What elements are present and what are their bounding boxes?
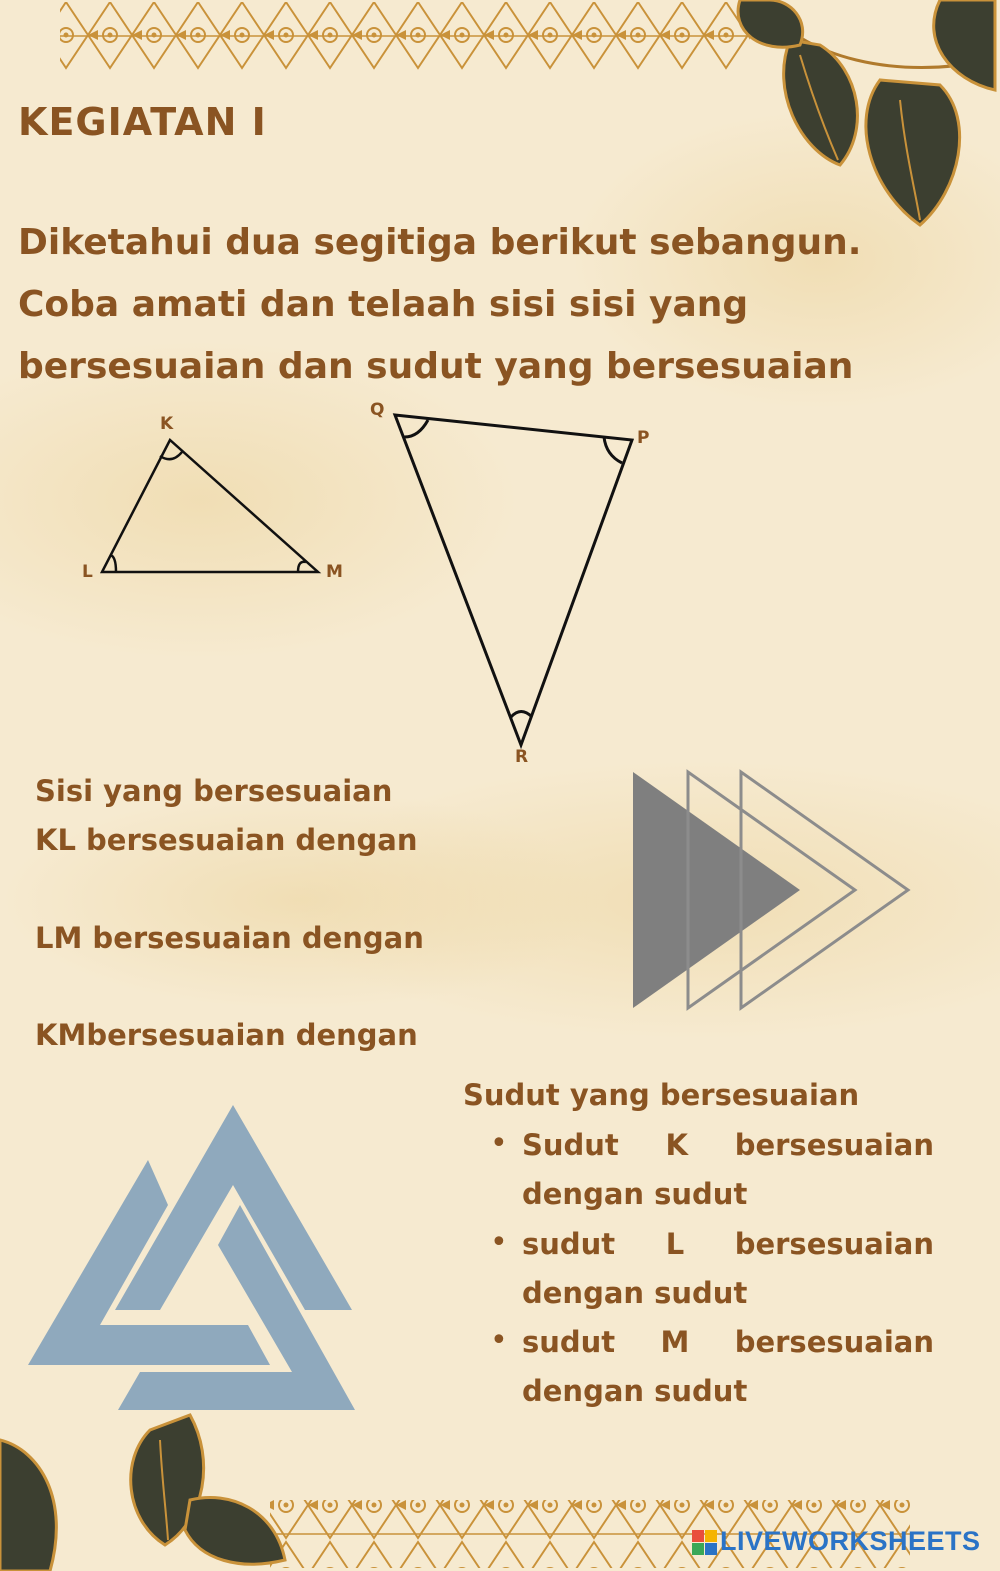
page-title: KEGIATAN I: [18, 100, 267, 144]
sudut-item-word: bersesuaian: [734, 1325, 934, 1359]
sisi-line-kl: KL bersesuaian dengan: [35, 823, 418, 857]
sudut-item-vertex: M: [660, 1325, 690, 1359]
vertex-label-k: K: [160, 414, 174, 434]
intro-line-2: Coba amati dan telaah sisi sisi yang: [18, 284, 749, 325]
sisi-line-lm: LM bersesuaian dengan: [35, 921, 424, 955]
intro-line-1: Diketahui dua segitiga berikut sebangun.: [18, 222, 862, 263]
vertex-label-q: Q: [370, 400, 385, 420]
liveworksheets-brand[interactable]: LIVEWORKSHEETS: [720, 1526, 981, 1556]
sudut-item-k: [522, 1128, 934, 1162]
bullet-dot: •: [490, 1225, 508, 1260]
sudut-item-word: sudut: [522, 1325, 616, 1359]
bullet-dot: •: [490, 1126, 508, 1161]
sudut-item-m: [522, 1325, 934, 1359]
sudut-item-vertex: K: [665, 1128, 688, 1162]
sudut-heading: Sudut yang bersesuaian: [463, 1078, 860, 1112]
vertex-label-p: P: [637, 428, 650, 448]
sudut-item-word: Sudut: [522, 1128, 619, 1162]
sudut-item-l: [522, 1227, 934, 1261]
sudut-item-word: sudut: [522, 1227, 616, 1261]
sisi-heading: Sisi yang bersesuaian: [35, 774, 393, 808]
vertex-label-l: L: [82, 562, 93, 582]
sudut-item-word: bersesuaian: [734, 1227, 934, 1261]
sudut-item-l-cont: dengan sudut: [522, 1276, 748, 1310]
sudut-item-vertex: L: [665, 1227, 685, 1261]
sisi-line-km: KMbersesuaian dengan: [35, 1018, 418, 1052]
liveworksheets-logo-icon: [692, 1530, 718, 1556]
vertex-label-r: R: [515, 747, 529, 767]
sudut-item-m-cont: dengan sudut: [522, 1374, 748, 1408]
vertex-label-m: M: [326, 562, 343, 582]
sudut-item-word: bersesuaian: [734, 1128, 934, 1162]
bullet-dot: •: [490, 1323, 508, 1358]
intro-line-3: bersesuaian dan sudut yang bersesuaian: [18, 346, 854, 387]
top-ornament-border: [60, 2, 750, 70]
sudut-item-k-cont: dengan sudut: [522, 1177, 748, 1211]
